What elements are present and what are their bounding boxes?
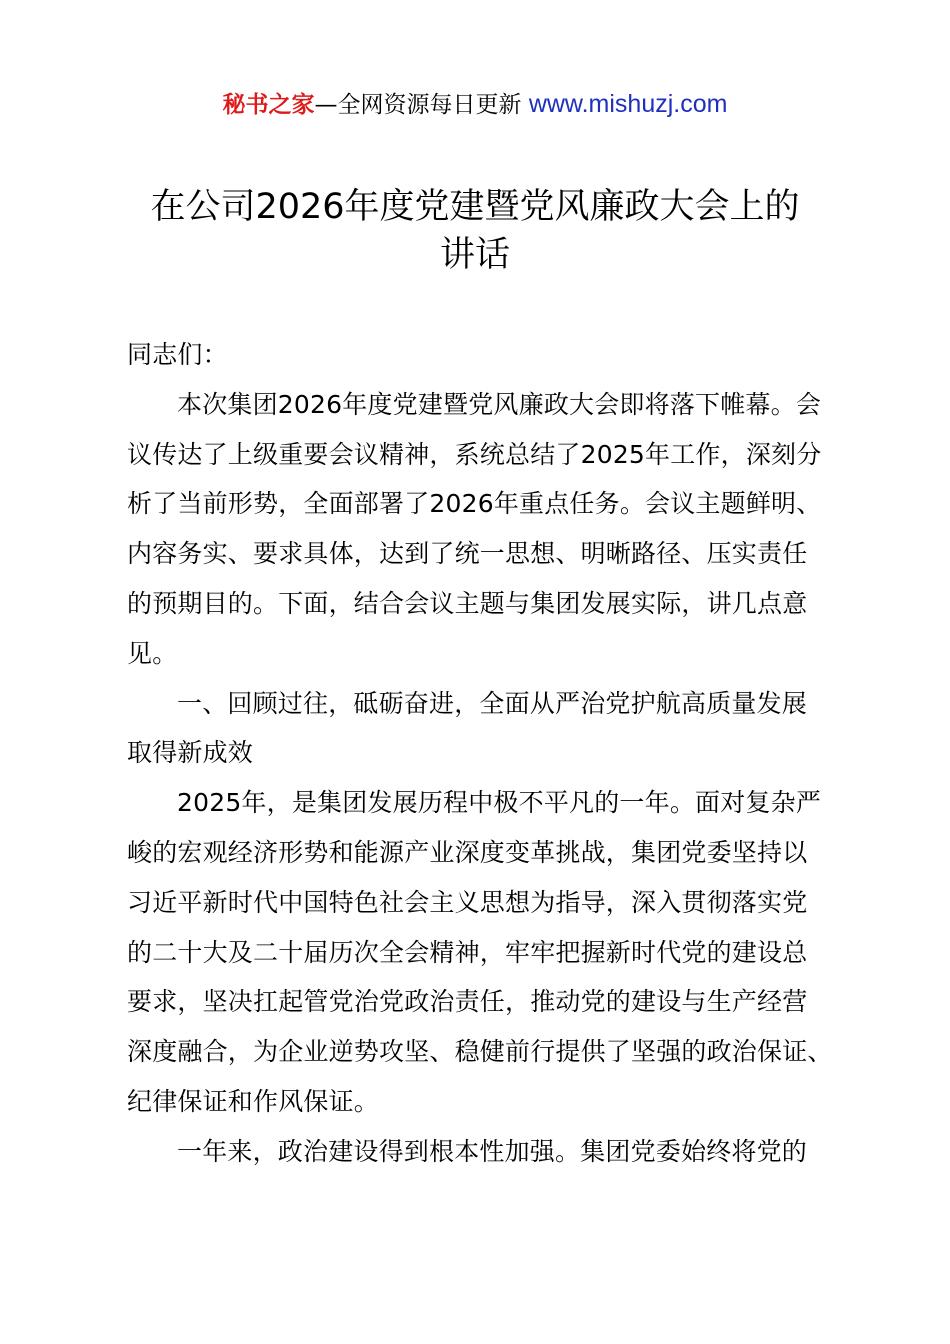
- paragraph-line: 见。: [127, 638, 178, 668]
- site-header: [0, 86, 950, 123]
- paragraph-line: 议传达了上级重要会议精神，系统总结了2025年工作，深刻分: [127, 439, 822, 469]
- paragraph-line: 深度融合，为企业逆势攻坚、稳健前行提供了坚强的政治保证、: [127, 1037, 833, 1067]
- site-tagline: —全网资源每日更新: [314, 92, 529, 118]
- paragraph-line: 纪律保证和作风保证。: [127, 1086, 380, 1116]
- site-url-link[interactable]: www.mishuzj.com: [528, 90, 728, 118]
- paragraph-line: 析了当前形势，全面部署了2026年重点任务。会议主题鲜明、: [127, 489, 822, 519]
- site-brand: 秘书之家: [222, 92, 315, 118]
- paragraph-line: 本次集团2026年度党建暨党风廉政大会即将落下帷幕。会: [177, 389, 822, 419]
- document-title-line-1: 在公司2026年度党建暨党风廉政大会上的: [150, 187, 800, 227]
- paragraph-line: 峻的宏观经济形势和能源产业深度变革挑战，集团党委坚持以: [127, 837, 808, 867]
- paragraph-line: 一年来，政治建设得到根本性加强。集团党委始终将党的: [177, 1136, 808, 1166]
- paragraph-line: 习近平新时代中国特色社会主义思想为指导，深入贯彻落实党: [127, 887, 808, 917]
- paragraph-line: 2025年，是集团发展历程中极不平凡的一年。面对复杂严: [177, 788, 822, 818]
- paragraph-line: 的二十大及二十届历次全会精神，牢牢把握新时代党的建设总: [127, 937, 808, 967]
- paragraph-line: 要求，坚决扛起管党治党政治责任，推动党的建设与生产经营: [127, 987, 808, 1017]
- salutation: 同志们：: [127, 340, 228, 369]
- section-heading-line: 取得新成效: [127, 738, 254, 768]
- document-title: [110, 183, 840, 279]
- paragraph-line: 内容务实、要求具体，达到了统一思想、明晰路径、压实责任: [127, 539, 808, 569]
- section-heading-line: 一、回顾过往，砥砺奋进，全面从严治党护航高质量发展: [177, 688, 808, 718]
- document-title-line-2: 讲话: [439, 235, 510, 275]
- paragraph-line: 的预期目的。下面，结合会议主题与集团发展实际，讲几点意: [127, 588, 808, 618]
- document-body: [127, 330, 837, 1177]
